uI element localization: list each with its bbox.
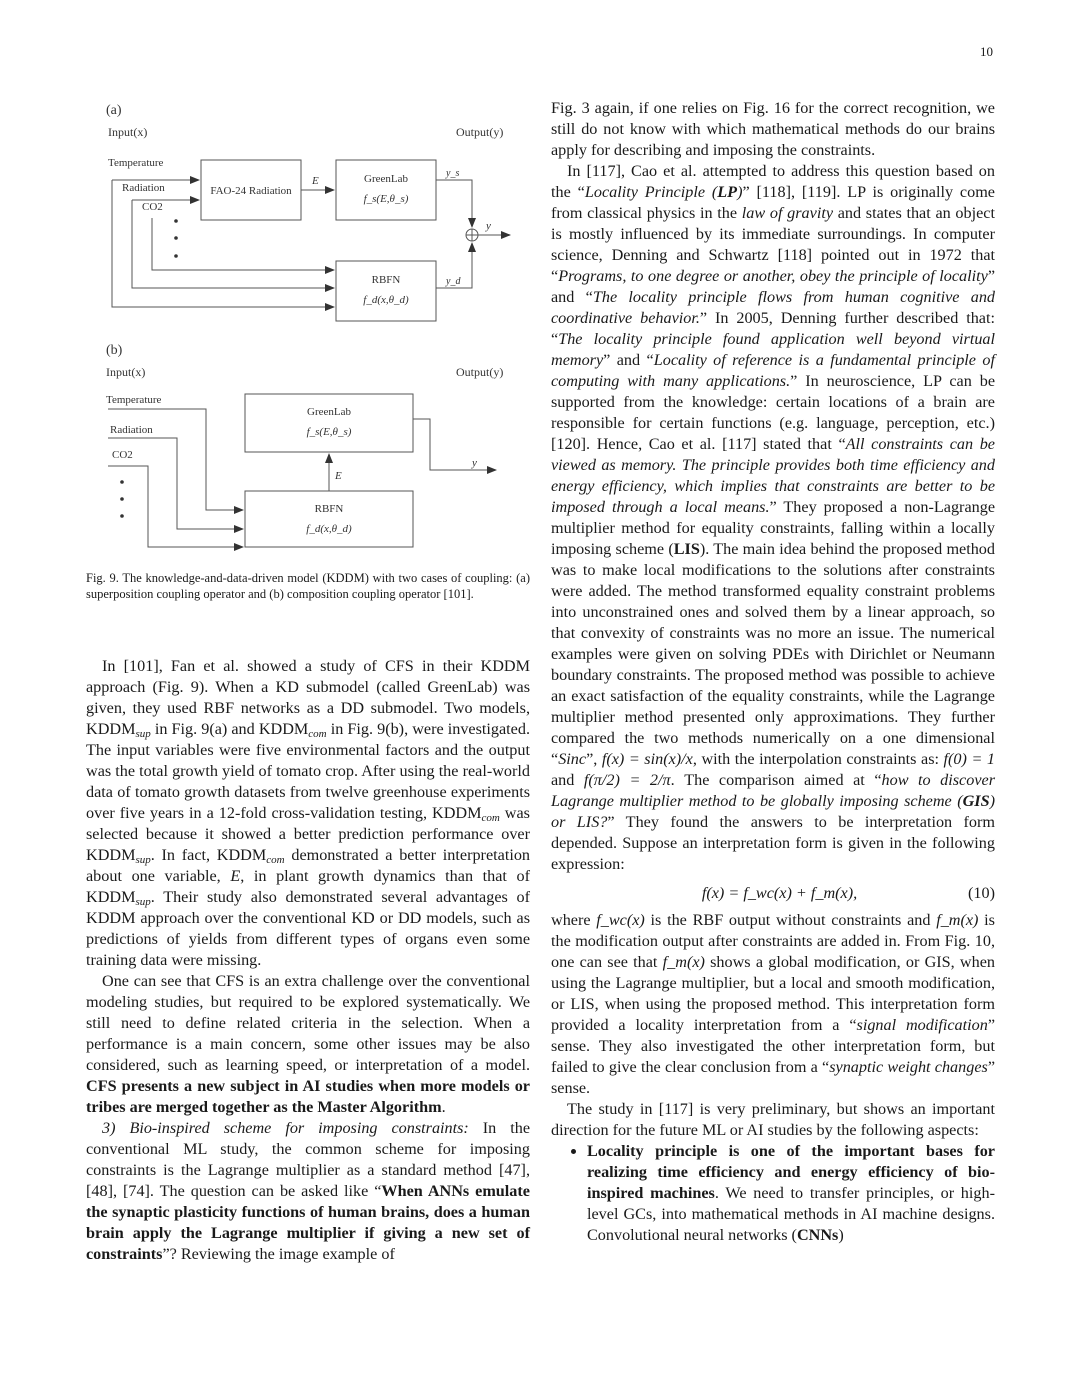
panel-b-input-label: Input(x) (106, 365, 146, 379)
panel-a-label: (a) (106, 103, 122, 118)
rbfn-func-a: f_d(x,θ_d) (363, 294, 409, 306)
paragraph-continued: Fig. 3 again, if one relies on Fig. 16 for the correct recognition, we still do not know with which mathematical methods do our brains apply for describing and imposing the constraints. (551, 99, 995, 159)
rbfn-func-b: f_d(x,θ_d) (306, 523, 352, 535)
figure-9 (100, 96, 530, 566)
ys-label: y_s (446, 168, 460, 179)
panel-b-output-label: Output(y) (456, 365, 504, 379)
e-label-a: E (312, 175, 319, 187)
input-co2-a: CO2 (142, 201, 163, 213)
panel-a-input-label: Input(x) (108, 125, 148, 139)
paragraph-interpretation: where f_wc(x) is the RBF output without constraints and f_m(x) is the modification output after constraints are added in. From Fig. 10, one can see that f_m(x) shows a global modification, or GIS, when using the Lagrange multiplier, but a local and smooth modification, or LIS, when using the proposed method. This interpretation form provided a locality interpretation from a “signal modification” sense. They also investigated the other interpretation form, but failed to give the clear conclusion from a “synaptic weight changes” sense. (551, 911, 996, 1097)
page-number: 10 (980, 44, 993, 59)
paragraph-study: The study in [117] is very preliminary, but shows an important direction for the future ML or AI studies by the following aspects: (551, 1100, 995, 1139)
right-column (551, 98, 995, 1246)
greenlab-title-a: GreenLab (364, 173, 408, 185)
input-temperature-b: Temperature (106, 394, 162, 406)
greenlab-func-b: f_s(E,θ_s) (306, 426, 352, 438)
fao-box-label: FAO-24 Radiation (210, 185, 292, 197)
greenlab-box-a (336, 160, 436, 220)
input-temperature-a: Temperature (108, 157, 164, 169)
panel-b-label: (b) (106, 343, 123, 358)
equation-10 (551, 883, 995, 904)
input-radiation-b: Radiation (110, 424, 153, 436)
rbfn-box-a (336, 261, 436, 321)
list-item: • Locality principle is one of the important bases for realizing time efficiency and energy efficiency of bio-inspired machines. We need to transfer principles, or high-level GCs, into mathematical methods in AI machine designs. Convolutional neural networks (CNNs) (587, 1141, 995, 1246)
rbfn-title-b: RBFN (314, 503, 344, 515)
input-radiation-a: Radiation (122, 182, 165, 194)
aspects-list (551, 1141, 995, 1246)
paragraph-kddm: In [101], Fan et al. showed a study of CFS in their KDDM approach (Fig. 9). When a KD submodel (called GreenLab) was given, they used RBF networks as a DD submodel. Two models, $KDDM_{sup}$ in Fig. 9(a) and $KDDM_{com}$ in Fig. 9(b), were investigated. The input variables were five environmental factors and the output was the total growth yield of tomato crop. After using the real-world data of tomato growth datasets from twelve greenhouse experiments over five years in a 12-fold cross-validation testing, $KDDM_{com}$ was selected because it showed a better prediction performance over $KDDM_{sup}$. In fact, $KDDM_{com}$ demonstrated a better interpretation about one variable, E, in plant growth dynamics than that of $KDDM_{sup}$. Their study also demonstrated several advantages of KDDM approach over the conventional KD or DD models, such as predictions of yields from different types of organs even some training data were missing. (86, 657, 531, 969)
kddm-diagram (100, 96, 530, 566)
figure-caption: Fig. 9. The knowledge-and-data-driven model (KDDM) with two cases of coupling: (a) superposition coupling operator and (b) composition coupling operator [101]. (86, 571, 530, 601)
yd-label: y_d (446, 276, 461, 287)
panel-b (108, 394, 496, 547)
greenlab-title-b: GreenLab (307, 406, 351, 418)
equation-number: (10) (968, 884, 995, 902)
rbfn-box-b (245, 491, 413, 547)
paragraph-bio-inspired: 3) Bio-inspired scheme for imposing constraints: In the conventional ML study, the common scheme for imposing constraints is the Lagrange multiplier as a standard method [47], [48], [74]. The question can be asked like “When ANNs emulate the synaptic plasticity functions of human brains, does a human brain apply the Lagrange multiplier if giving a new set of constraints”? Reviewing the image example of (86, 1119, 530, 1263)
greenlab-box-b (245, 394, 413, 452)
subsection-heading: 3) Bio-inspired scheme for imposing constraints: (102, 1119, 469, 1137)
paragraph-locality: In [117], Cao et al. attempted to address this question based on the “Locality Principle (LP)” [118], [119]. LP is originally come from classical physics in the law of gravity and states that an object is mostly influenced by its immediate surroundings. In computer science, Denning and Schwartz [118] pointed out in 1972 that “Programs, to one degree or another, obey the principle of locality” and “The locality principle flows from human cognitive and coordinative behavior.” In 2005, Denning further described that: “The locality principle found application well beyond virtual memory” and “Locality of reference is a fundamental principle of computing with many applications.” In neuroscience, LP can be supported from the knowledge: certain locations of a brain are responsible for certain functions (e.g. language, perception, etc.) [120]. Hence, Cao et al. [117] stated that “All constraints can be viewed as memory. The principle provides both time efficiency and energy efficiency, which implies that constraints are better to be imposed through a local means.” They proposed a non-Lagrange multiplier method for equality constraints, falling within a locally imposing scheme (LIS). The main idea behind the proposed method was to make local modifications to the solutions after constraints were added. The method transformed equality constraint problems into unconstrained ones and solved them by a linear approach, so that convexity of constraints was no more an issue. The numerical examples were given on solving PDEs with Dirichlet or Neumann boundary constraints. The proposed method was possible to achieve an exact satisfaction of the equality constraints, while the Lagrange multiplier method presented only approximations. They further compared the two methods numerically on a one dimensional “Sinc”, f(x) = sin(x)/x, with the interpolation constraints as: f(0) = 1 and f(π/2) = 2/π. The comparison aimed at “how to discover Lagrange multiplier method to be globally imposing scheme (GIS) or LIS?” They found the answers to be interpretation form depended. Suppose an interpretation form is given in the following expression: (551, 162, 996, 873)
rbfn-title-a: RBFN (371, 274, 401, 286)
greenlab-func-a: f_s(E,θ_s) (363, 193, 409, 205)
equation-body: f(x) = f_wc(x) + f_m(x), (701, 884, 858, 902)
y-label-a: y (486, 220, 491, 232)
panel-a (112, 160, 510, 321)
paragraph-cfs: One can see that CFS is an extra challenge over the conventional modeling studies, but required to be explored systematically. We still need to define related criteria in the selection. When a performance is a main concern, some other issues may be also considered, such as learning speed, or interpretation of a model. CFS presents a new subject in AI studies when more models or tribes are merged together as the Master Algorithm. (86, 972, 530, 1116)
e-label-b: E (335, 470, 342, 482)
y-label-b: y (472, 457, 477, 469)
input-co2-b: CO2 (112, 449, 133, 461)
panel-a-output-label: Output(y) (456, 125, 504, 139)
left-column (86, 656, 530, 1265)
